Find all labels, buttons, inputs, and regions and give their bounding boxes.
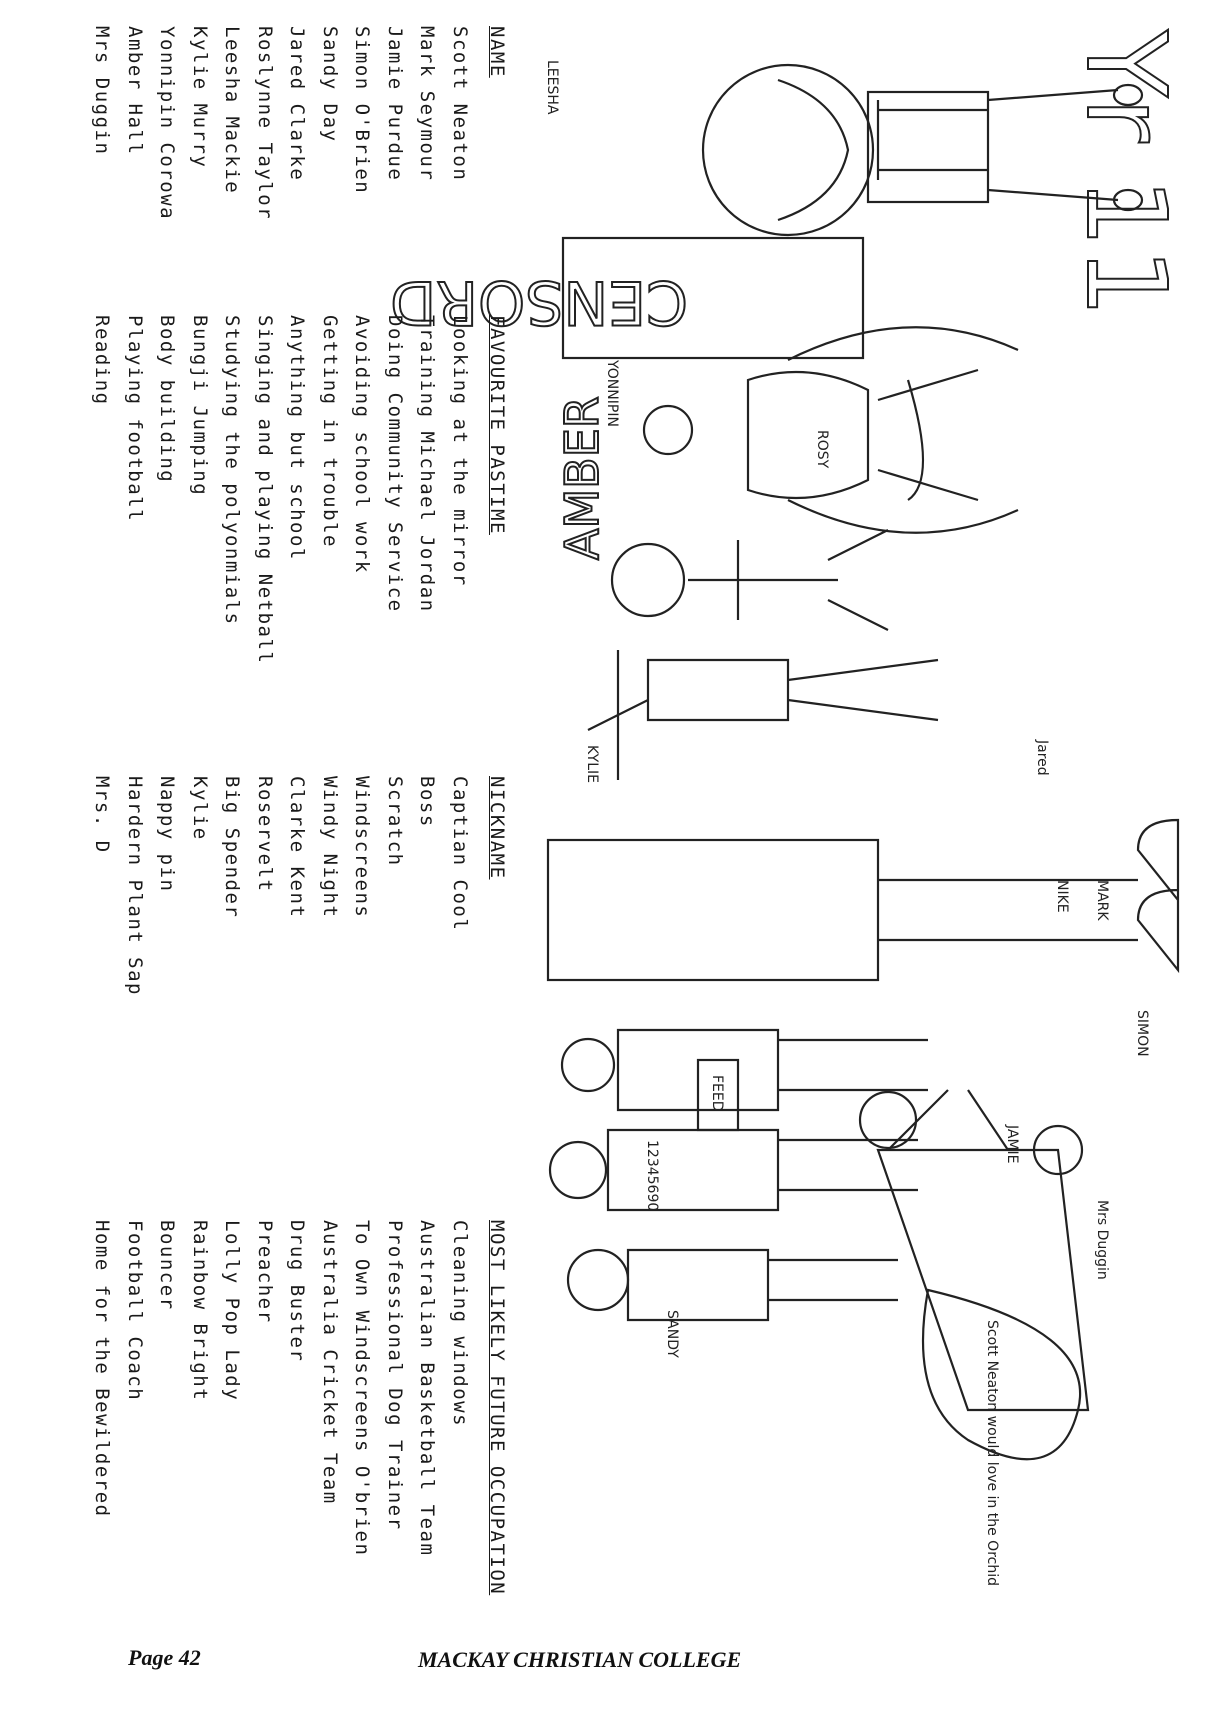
list-item: Boss (416, 776, 439, 828)
jamie-figure (550, 1124, 1082, 1211)
simon-figure (562, 1010, 1150, 1130)
kylie-figure (584, 650, 1050, 783)
list-item: Home for the Bewildered (91, 1220, 114, 1518)
list-item: Roservelt (254, 776, 276, 893)
list-item: Playing football (124, 315, 146, 523)
list-item: Hardern Plant Sap (124, 776, 146, 996)
list-item: Kylie Murry (189, 26, 211, 169)
list-item: Captian Cool (449, 776, 471, 932)
list-item: Singing and playing Netball (254, 315, 276, 665)
list-item: Bouncer (156, 1220, 179, 1311)
header-occupation: MOST LIKELY FUTURE OCCUPATION (486, 1220, 508, 1596)
list-item: Body building (156, 315, 179, 484)
list-item: Amber Hall (124, 26, 146, 156)
label-amber: AMBER (555, 396, 609, 560)
list-item: Mrs. D (91, 776, 114, 854)
list-item: Professional Dog Trainer (384, 1220, 406, 1531)
list-item: Doing Community Service (384, 315, 406, 613)
list-item: Anything but school (286, 315, 309, 561)
list-item: Scott Neaton (449, 26, 471, 182)
column-occupation (86, 1220, 514, 1595)
list-item: Nappy pin (156, 776, 179, 893)
label-sandy: SANDY (664, 1310, 680, 1358)
list-item: To Own Windscreens O'brien (351, 1220, 374, 1557)
list-item: Jamie Purdue (384, 26, 406, 182)
list-item: Training Michael Jordan (416, 315, 439, 613)
svg-text:Yr 11: Yr 11 (1062, 30, 1190, 318)
label-feed: FEED (709, 1075, 725, 1112)
list-item: Windy Night (319, 776, 341, 919)
list-item: Australia Cricket Team (319, 1220, 341, 1505)
mark-legs (548, 820, 1178, 980)
list-item: Studying the polyonmials (221, 315, 244, 626)
list-item: Lolly Pop Lady (221, 1220, 244, 1402)
leesha-figure (544, 60, 1142, 235)
label-simon: SIMON (1134, 1010, 1150, 1057)
label-mark: MARK (1094, 880, 1110, 921)
title-art (1062, 29, 1190, 317)
label-leesha: LEESHA (544, 60, 560, 115)
sandy-figure (568, 1250, 898, 1358)
header-name: NAME (486, 26, 508, 78)
label-heart-note: Scott Neaton would love in the Orchid (984, 1320, 1000, 1586)
list-item: Rainbow Bright (189, 1220, 211, 1402)
list-item: Simon O'Brien (351, 26, 374, 195)
list-item: Yonnipin Corowa (156, 26, 179, 221)
heart-note (923, 1290, 1080, 1586)
college-name: MACKAY CHRISTIAN COLLEGE (418, 1647, 742, 1672)
label-jared: Jared (1034, 740, 1050, 776)
list-item: Avoiding school work (351, 315, 374, 574)
list-item: Leesha Mackie (221, 26, 244, 195)
list-item: Drug Buster (286, 1220, 309, 1363)
column-name (86, 26, 514, 220)
list-item: Roslynne Taylor (254, 26, 276, 221)
list-item: Scratch (384, 776, 406, 867)
list-item: Bungji Jumping (189, 315, 211, 497)
list-item: Preacher (254, 1220, 276, 1324)
header-nickname: NICKNAME (486, 776, 508, 880)
column-nickname (86, 776, 514, 996)
label-nike: NIKE (1054, 880, 1070, 913)
list-item: Sandy Day (319, 26, 341, 143)
label-prisoner-number: 12345690 (644, 1140, 660, 1212)
svg-text:CENSORD: CENSORD (390, 267, 688, 337)
label-rosy: ROSY (814, 430, 830, 469)
label-mrs-duggin: Mrs Duggin (1094, 1200, 1110, 1280)
list-item: Mark Seymour (416, 26, 439, 182)
column-pastime (86, 315, 514, 664)
label-jamie: JAMIE (1004, 1125, 1020, 1164)
list-item: Jared Clarke (286, 26, 309, 182)
list-item: Mrs Duggin (91, 26, 114, 156)
page-number: Page 42 (128, 1645, 201, 1670)
amber-figure (555, 396, 888, 630)
list-item: Kylie (189, 776, 211, 841)
list-item: Big Spender (221, 776, 244, 919)
list-item: Getting in trouble (319, 315, 341, 548)
list-item: Cleaning windows (449, 1220, 471, 1428)
label-yonnipin: YONNIPIN (604, 360, 620, 427)
list-item: Reading (91, 315, 114, 406)
label-kylie: KYLIE (584, 745, 600, 784)
list-item: Australian Basketball Team (416, 1220, 439, 1557)
list-item: Clarke Kent (286, 776, 309, 919)
list-item: Looking at the mirror (449, 315, 471, 587)
list-item: Football Coach (124, 1220, 146, 1402)
header-pastime: FAVOURITE PASTIME (486, 315, 508, 535)
list-item: Windscreens (351, 776, 374, 919)
